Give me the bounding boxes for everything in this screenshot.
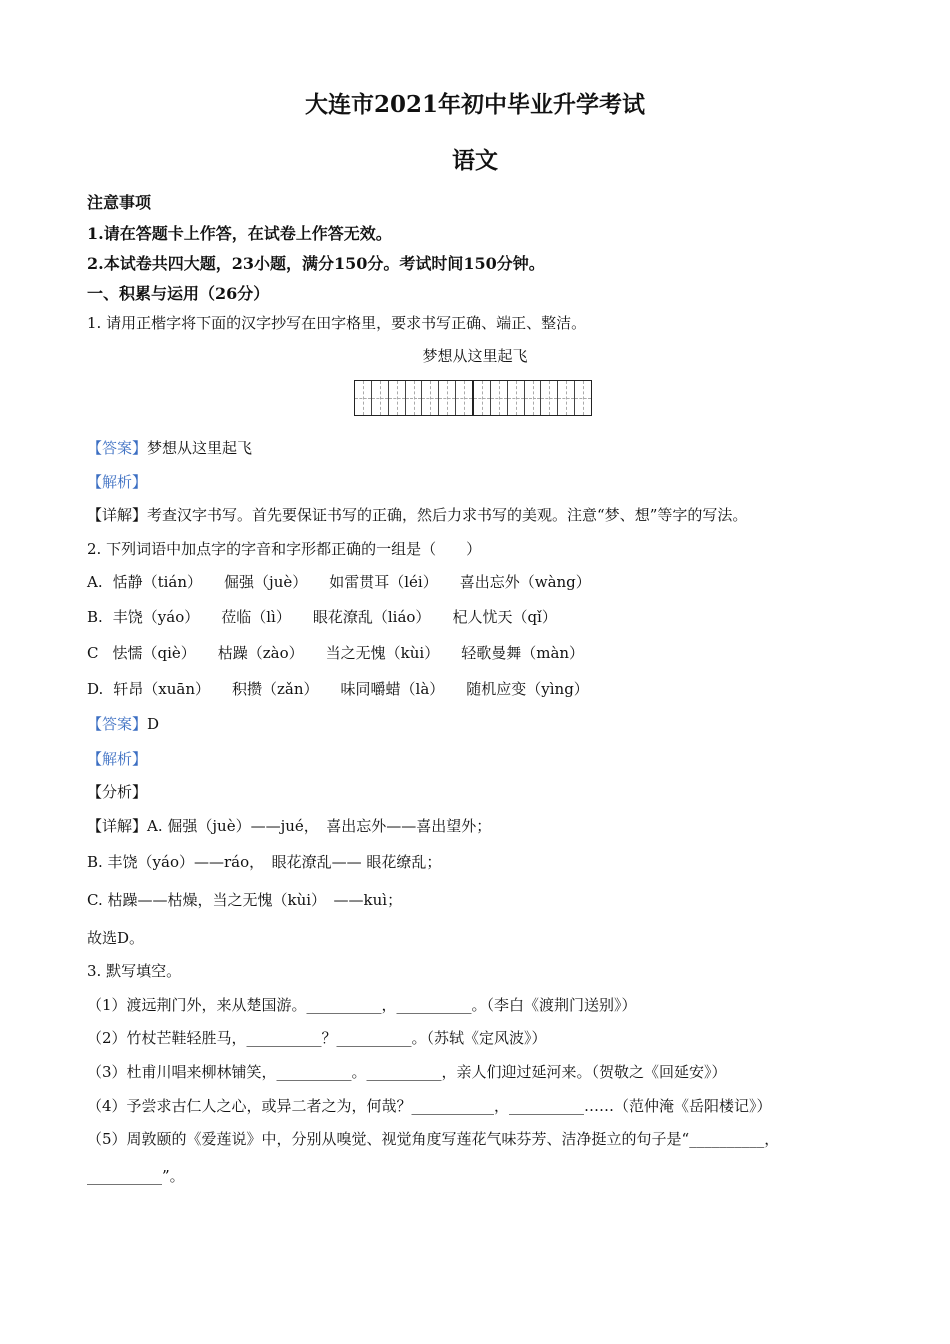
q2-answer-text: D [147,715,160,733]
q1-detail-text: 考查汉字书写。首先要保证书写的正确，然后力求书写的美观。注意“梦、想”等字的写法。 [147,506,748,524]
answer-tag: 【答案】 [87,439,148,457]
option-word: 枯躁（zào） [217,644,304,662]
grid-cell [508,381,525,415]
option-label: C [87,644,99,662]
grid-cell [406,381,423,415]
q2-option-a [87,572,613,592]
detail-tag: 【详解】 [87,817,148,835]
q2-stem: 2. 下列词语中加点字的字音和字形都正确的一组是（ ） [87,540,482,558]
grid-cell [525,381,542,415]
detail-tag: 【详解】 [87,506,148,524]
q1-detail [87,505,747,525]
option-label: D. [87,680,104,698]
option-word: 如雷贯耳（léi） [329,573,438,591]
grid-cell [456,381,474,415]
grid-cell [575,381,591,415]
grid-cell [439,381,456,415]
q2-option-c [87,643,606,663]
grid-cell [474,381,491,415]
grid-cell [372,381,389,415]
q2-fenxi-tag: 【分析】 [87,783,148,801]
q2-option-d [87,679,611,699]
q1-sample-text: 梦想从这里起飞 [422,347,528,365]
option-word: 当之无愧（kùi） [325,644,440,662]
section-1-heading: 一、积累与运用（26分） [87,284,270,303]
grid-cell [389,381,406,415]
q2-detail-a-text: A. 倔强（juè）——jué， 喜出忘外——喜出望外； [147,817,492,835]
option-word: 莅临（lì） [221,608,291,626]
grid-cell [355,381,372,415]
option-word: 积攒（zǎn） [232,680,319,698]
notice-item-1: 1.请在答题卡上作答，在试卷上作答无效。 [87,224,392,243]
option-label: A. [87,573,103,591]
q2-detail-a [87,816,491,836]
option-word: 恬静（tián） [112,573,203,591]
q2-answer [87,714,159,734]
option-label: B. [87,608,103,626]
option-word: 怯懦（qiè） [112,644,196,662]
option-word: 丰饶（yáo） [112,608,200,626]
q2-analysis-tag: 【解析】 [87,750,148,768]
option-word: 轩昂（xuān） [113,680,210,698]
notice-item-2: 2.本试卷共四大题，23小题，满分150分。考试时间150分钟。 [87,254,545,273]
option-word: 轻歌曼舞（màn） [461,644,585,662]
option-word: 味同嚼蜡（là） [340,680,445,698]
option-word: 随机应变（yìng） [466,680,589,698]
grid-cell [422,381,439,415]
q3-item-1: （1）渡远荆门外，来从楚国游。__________，__________。（李白《渡荆门送别》） [87,996,637,1014]
q3-stem: 3. 默写填空。 [87,962,182,980]
option-word: 倔强（juè） [224,573,308,591]
q2-option-b [87,607,579,627]
q3-item-5: （5）周敦颐的《爱莲说》中，分别从嗅觉、视觉角度写莲花气味芬芳、洁净挺立的句子是“__________， [87,1130,780,1148]
grid-cell [558,381,575,415]
q2-detail-b: B. 丰饶（yáo）——ráo， 眼花潦乱—— 眼花缭乱； [87,853,442,871]
option-word: 喜出忘外（wàng） [459,573,591,591]
q3-item-3: （3）杜甫川唱来柳林铺笑，__________。__________，亲人们迎过延河来。（贺敬之《回延安》） [87,1063,727,1081]
q1-analysis-tag: 【解析】 [87,473,148,491]
q1-answer [87,438,252,458]
q1-stem: 1. 请用正楷字将下面的汉字抄写在田字格里，要求书写正确、端正、整洁。 [87,314,587,332]
answer-tag: 【答案】 [87,715,148,733]
q3-item-2: （2）竹杖芒鞋轻胜马，__________？__________。（苏轼《定风波》） [87,1029,547,1047]
q3-item-4: （4）予尝求古仁人之心，或异二者之为，何哉？___________，__________……（范仲淹《岳阳楼记》） [87,1097,772,1115]
tianzige-grid [354,380,592,416]
q3-item-5-cont: __________”。 [87,1167,185,1185]
q1-answer-text: 梦想从这里起飞 [147,439,253,457]
grid-cell [541,381,558,415]
option-word: 眼花潦乱（liáo） [312,608,431,626]
option-word: 杞人忧天（qǐ） [452,608,557,626]
q2-detail-c: C. 枯躁——枯燥，当之无愧（kùi） ——kuì； [87,891,403,909]
notice-heading: 注意事项 [87,193,152,212]
exam-title: 大连市2021年初中毕业升学考试 [304,91,645,118]
q2-conclusion: 故选D。 [87,929,145,947]
grid-cell [491,381,508,415]
subject-title: 语文 [452,147,498,174]
